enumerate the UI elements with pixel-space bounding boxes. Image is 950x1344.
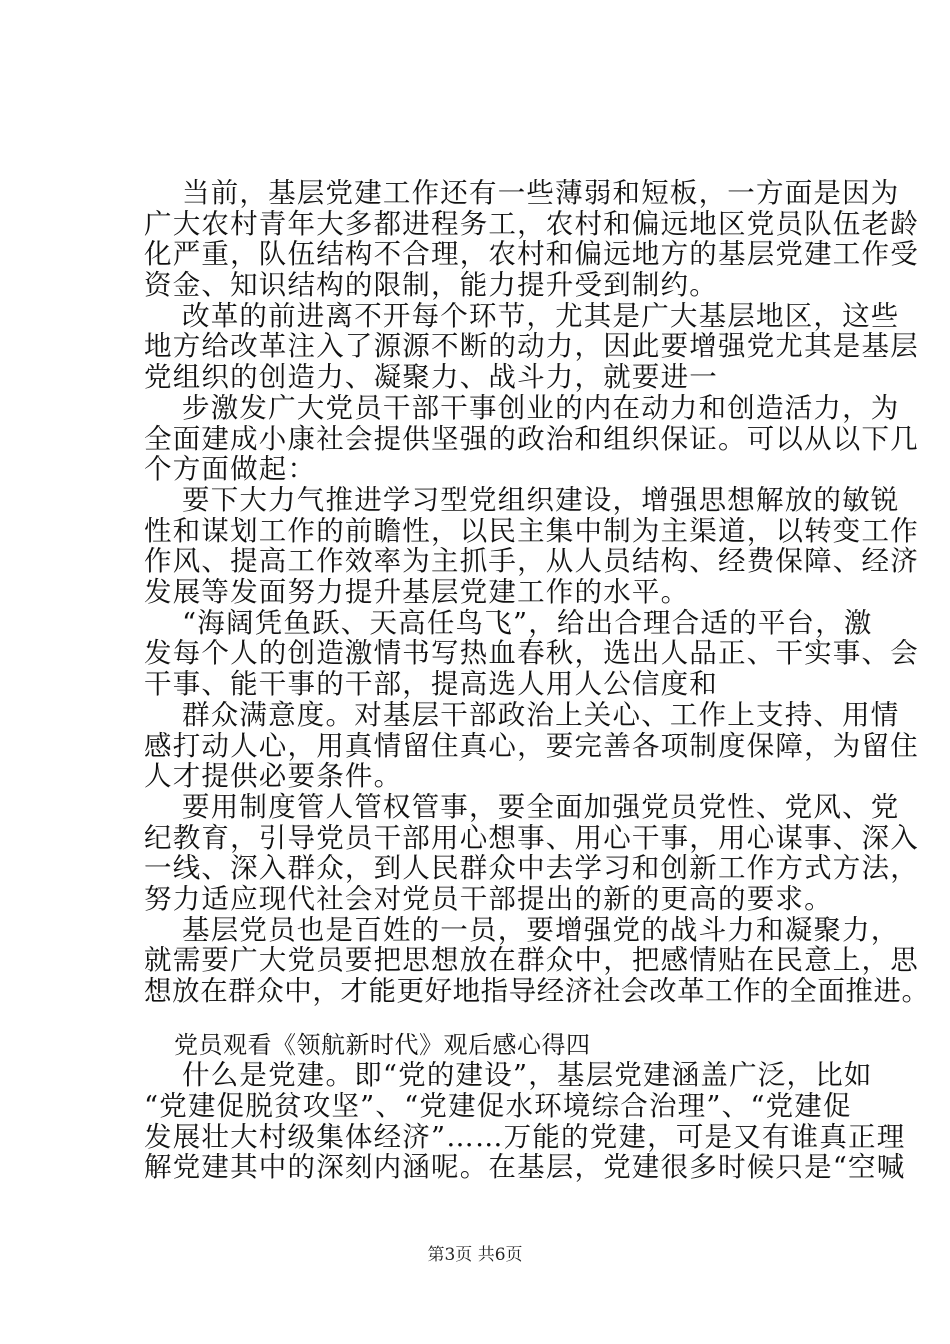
text-line: 要用制度管人管权管事，要全面加强党员党性、党风、党 (182, 790, 900, 823)
text-line: 基层党员也是百姓的一员，要增强党的战斗力和凝聚力， (182, 913, 900, 946)
text-line: 化严重，队伍结构不合理，农村和偏远地方的基层党建工作受 (144, 238, 919, 271)
text-line: 一线、深入群众，到人民群众中去学习和创新工作方式方法， (144, 852, 919, 885)
text-line: 地方给改革注入了源源不断的动力，因此要增强党尤其是基层 (144, 330, 919, 363)
text-line: 什么是党建。即“党的建设”，基层党建涵盖广泛，比如 (182, 1059, 873, 1092)
text-line: 步激发广大党员干部干事创业的内在动力和创造活力，为 (182, 391, 900, 424)
text-line: 个方面做起： (144, 453, 317, 486)
text-line: 全面建成小康社会提供坚强的政治和组织保证。可以从以下几 (144, 422, 919, 455)
text-line: 资金、知识结构的限制，能力提升受到制约。 (144, 269, 718, 302)
text-line: 发展等发面努力提升基层党建工作的水平。 (144, 576, 690, 609)
text-line: “党建促脱贫攻坚”、“党建促水环境综合治理”、“党建促 (144, 1089, 852, 1122)
text-line: 纪教育，引导党员干部用心想事、用心干事，用心谋事、深入 (144, 821, 919, 854)
text-line: 群众满意度。对基层干部政治上关心、工作上支持、用情 (182, 698, 900, 731)
page-number-footer: 第3页 共6页 (427, 1245, 523, 1265)
text-line: 人才提供必要条件。 (144, 760, 403, 793)
text-line: 党组织的创造力、凝聚力、战斗力，就要进一 (144, 361, 718, 394)
text-line: 努力适应现代社会对党员干部提出的新的更高的要求。 (144, 883, 833, 916)
text-line: 要下大力气推进学习型党组织建设，增强思想解放的敏锐 (182, 483, 900, 516)
text-line: 就需要广大党员要把思想放在群众中，把感情贴在民意上，思 (144, 944, 919, 977)
section-heading: 党员观看《领航新时代》观后感心得四 (174, 1030, 591, 1059)
text-line: 当前，基层党建工作还有一些薄弱和短板，一方面是因为 (182, 177, 900, 209)
text-line: 想放在群众中，才能更好地指导经济社会改革工作的全面推进。 (144, 975, 930, 1008)
text-line: 性和谋划工作的前瞻性，以民主集中制为主渠道，以转变工作 (144, 514, 919, 547)
text-line: 发展壮大村级集体经济”……万能的党建，可是又有谁真正理 (144, 1120, 906, 1153)
text-line: “海阔凭鱼跃、天高任鸟飞”，给出合理合适的平台，激 (182, 606, 873, 639)
text-line: 改革的前进离不开每个环节，尤其是广大基层地区，这些 (182, 299, 900, 332)
text-line: 干事、能干事的干部，提高选人用人公信度和 (144, 668, 718, 701)
text-line: 解党建其中的深刻内涵呢。在基层，党建很多时候只是“空喊 (144, 1151, 906, 1184)
text-line: 作风、提高工作效率为主抓手，从人员结构、经费保障、经济 (144, 545, 919, 578)
text-line: 广大农村青年大多都进程务工，农村和偏远地区党员队伍老龄 (144, 207, 919, 240)
text-line: 发每个人的创造激情书写热血春秋，选出人品正、干实事、会 (144, 637, 919, 670)
text-line: 感打动人心，用真情留住真心，要完善各项制度保障，为留住 (144, 729, 919, 762)
